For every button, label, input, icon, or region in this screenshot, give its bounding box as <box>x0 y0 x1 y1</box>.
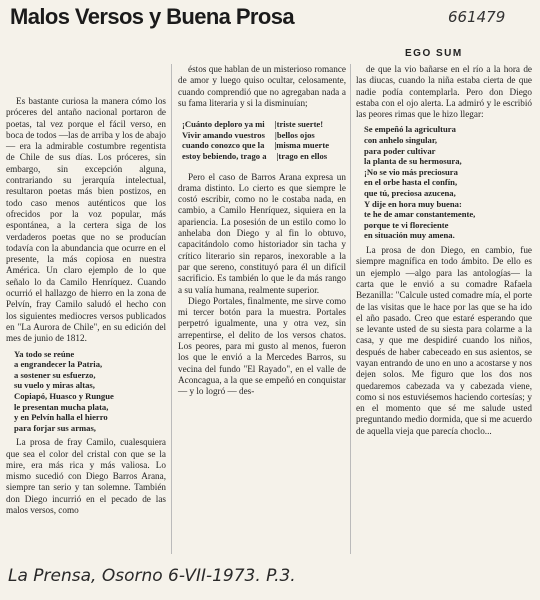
column-2 <box>178 64 346 398</box>
verse-block <box>364 124 532 241</box>
verse-line: con anhelo singular, <box>364 135 437 146</box>
poem-line <box>182 130 346 141</box>
poem-line <box>182 151 346 162</box>
verse-line: Y dije en hora muy buena: <box>364 198 462 209</box>
verse-line: porque te vi floreciente <box>364 219 449 230</box>
verse-line: Se empeñó la agricultura <box>364 124 456 135</box>
verse-line: para forjar sus armas, <box>14 422 96 433</box>
column-divider <box>171 64 172 554</box>
poem-block <box>182 119 346 161</box>
column-divider <box>350 64 351 554</box>
verse-block <box>14 349 166 434</box>
verse-line: Ya todo se reúne <box>14 348 75 359</box>
poem-line <box>182 140 346 151</box>
poem-line-right: |bellos ojos <box>274 129 315 140</box>
poem-line-right: |misma muerte <box>274 140 330 151</box>
verse-line: le presentan mucha plata, <box>14 401 109 412</box>
verse-line: en el orbe hasta el confín, <box>364 177 458 188</box>
poem-line-left: Vivir amando vuestros <box>182 129 265 140</box>
handwritten-source-note: La Prensa, Osorno 6-VII-1973. P.3. <box>8 566 296 586</box>
poem-line-left: ¡Cuánto deploro ya mi <box>182 119 265 130</box>
byline: EGO SUM <box>405 48 463 59</box>
poem-line-right: |triste suerte! <box>274 119 324 130</box>
verse-line: la planta de su hermosura, <box>364 156 462 167</box>
verse-line: para poder cultivar <box>364 145 436 156</box>
column-3 <box>356 64 532 437</box>
verse-line: Copiapó, Huasco y Rungue <box>14 390 114 401</box>
verse-line: ¡No se vio más preciosura <box>364 166 458 177</box>
paragraph: de que la vio bañarse en el río a la hora de las diucas, cuando la niña estaba cierta de que nadie podía contemplarla. Pero don Diego estaba con el ojo alerta. La admiró y le escribió las peores rimas que le hizo llegar: <box>356 64 532 120</box>
paragraph: La prosa de don Diego, en cambio, fue siempre magnífica en todo ámbito. De ello es un ejemplo —algo para las antologías— la carta que le envió a su comadre Rafaela Bezanilla: "Calcule usted comadre mía, el porte de las visitas que le hace por las que se ha ido el año pasado. Creo que estaré esperando que se levante usted de su siesta para colarme a la casa, y que me despidiré cuando los niños, después de haber cabeceado en sus asientos, se vayan entrando de uno en uno a acostarse y nos dejen solos. Me figuro que los dos nos quedaremos cabezada va y cabezada viene, como si nos estuviésemos haciendo cortesías; y en el momento que sé me salude usted preguntando medio dormida, que si me acuerdo de aquella vieja que parecía choclo... <box>356 245 532 436</box>
verse-line: que tú, preciosa azucena, <box>364 188 456 199</box>
headline: Malos Versos y Buena Prosa <box>10 4 294 29</box>
paragraph: Pero el caso de Barros Arana expresa un drama distinto. Lo cierto es que siempre le costó escribir, como no le costaba nada, en cambio, a Camilo Henríquez, siquiera en la apariencia. La posesión de un estilo como lo anhelaba don Diego y al fin lo obtuvo, capacitándolo como historiador sin tacha y crítico literario sin reparos, inexorable a la par que sereno, constituyó para él un difícil sacrificio. Es también lo que le da más rango a su valía humana, realmente superior. <box>178 171 346 295</box>
verse-line: su vuelo y miras altas, <box>14 380 95 391</box>
verse-line: a sostener su esfuerzo, <box>14 369 96 380</box>
poem-line-left: estoy bebiendo, trago a <box>182 150 267 161</box>
poem-line-left: cuando conozco que la <box>182 140 265 151</box>
paragraph: éstos que hablan de un misterioso romance de amor y luego quiso ocultar, celosamente, cuando comprendió que no agregaban nada a su fama literaria y si la disminuían; <box>178 64 346 108</box>
handwritten-catalog-number: 661479 <box>448 8 506 26</box>
verse-line: en situación muy amena. <box>364 230 455 241</box>
verse-line: a engrandecer la Patria, <box>14 359 103 370</box>
verse-line: te he de amar constantemente, <box>364 209 476 220</box>
paragraph: Es bastante curiosa la manera cómo los próceres del antaño nacional portaron de poetas, tal vez porque el fácil verso, en boca de todos —las de arriba y los de abajo— era la admirable costumbre regentista de Chile de sus días. Los próceres, sin embargo, sin excepción alguna, contrariando su jerarquía intelectual, resultaron poetas más bien postizos, en todo caso menos auténticos que los ofrecidos por la voz popular, más espontánea, a la certera siga de los verdaderos poetas que no se producían todavía con la abundancia que ocurre en el presente, la más copiosa en nuestra América. Un claro ejemplo de lo que señalo lo da Camilo Henríquez. Cuando ocurrió el hallazgo de hierro en la zona de Pelvín, fray Camilo saludó el hecho con los siguientes mediocres versos publicados en "La Aurora de Chile", en su edición del mes de junio de 1812. <box>6 96 166 344</box>
verse-line: y en Pelvín halla el hierro <box>14 412 108 423</box>
paragraph: La prosa de fray Camilo, cualesquiera que sea el color del cristal con que se la mire, era más rica y más valiosa. Lo mismo sucedió con Diego Barros Arana, siempre tan serio y tan solemne. También don Diego incurrió en el pecado de las malos versos, como <box>6 437 166 516</box>
column-1 <box>6 96 166 516</box>
paragraph: Diego Portales, finalmente, me sirve como mi tercer botón para la muestra. Portales perpetró igualmente, una y otra vez, sin arrepentirse, el delito de los versos chatos. Los peores, para mi gusto al menos, fueron los que le envió a la Mercedes Barros, su vecina del fundo "El Rayado", en el valle de Aconcagua, a la que se empeñó en conquistar — y lo logró — des- <box>178 295 346 397</box>
poem-line-right: |trago en ellos <box>276 150 328 161</box>
poem-line <box>182 119 346 130</box>
